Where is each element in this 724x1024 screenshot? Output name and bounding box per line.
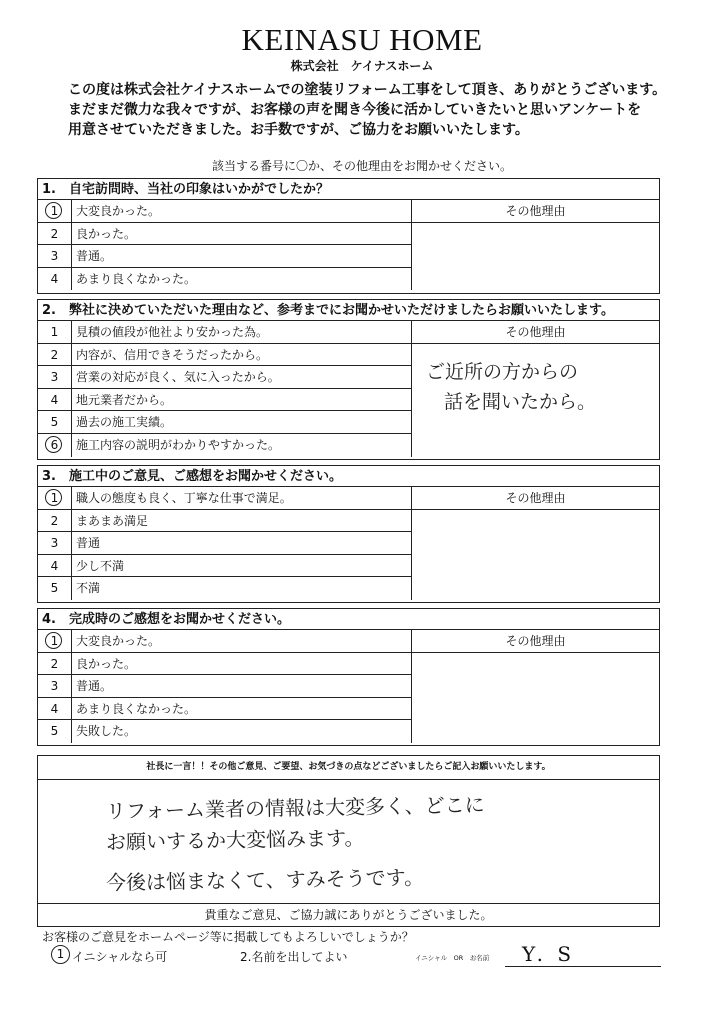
initials-label: イニシャル OR お名前 — [415, 954, 490, 962]
option-row[interactable] — [38, 321, 411, 344]
intro-line: この度は株式会社ケイナスホームでの塗装リフォーム工事をして頂き、ありがとうございます。 — [68, 82, 667, 98]
option-label: 大変良かった。 — [76, 204, 161, 218]
option-number: 3 — [38, 675, 72, 697]
option-label: 内容が、信用できそうだったから。 — [76, 347, 269, 362]
option-number: 3 — [38, 366, 72, 388]
option-row[interactable] — [38, 653, 411, 676]
option-label: 見積の値段が他社より安かった為。 — [76, 325, 269, 339]
survey-section-2 — [37, 299, 660, 460]
option-label: 普通。 — [76, 249, 113, 264]
section-title: 3. 施工中のご意見、ご感想をお聞かせください。 — [38, 466, 659, 487]
permission-question: お客様のご意見をホームページ等に掲載してもよろしいでしょうか？ — [42, 930, 414, 944]
option-row[interactable] — [38, 434, 411, 457]
option-row[interactable] — [38, 720, 411, 743]
handwritten-comment-line: リフォーム業者の情報は大変多く、どこに — [105, 792, 485, 824]
option-list — [38, 487, 412, 600]
option-row[interactable] — [38, 532, 411, 555]
option-number: 4 — [38, 555, 72, 577]
option-label: 営業の対応が良く、気に入ったから。 — [76, 370, 280, 385]
company-name: 株式会社 ケイナスホーム — [290, 59, 434, 73]
option-label: 過去の施工実績。 — [76, 415, 173, 430]
option-list — [38, 200, 412, 290]
option-number: 4 — [38, 389, 72, 411]
option-label: 少し不満 — [76, 558, 125, 573]
option-number: 5 — [38, 411, 72, 433]
option-row[interactable] — [38, 411, 411, 434]
option-number: 1 — [50, 491, 59, 505]
option-row[interactable] — [38, 630, 411, 653]
option-number: 1 — [38, 321, 72, 343]
other-reason-header: その他理由 — [412, 630, 659, 653]
permission-option-1-circle[interactable]: 1 — [51, 945, 70, 964]
option-number: 1 — [50, 204, 59, 218]
option-label: 良かった。 — [76, 656, 137, 671]
option-row[interactable] — [38, 366, 411, 389]
option-number: 3 — [38, 245, 72, 267]
other-reason-handwriting — [426, 357, 596, 417]
option-number: 5 — [38, 720, 72, 743]
selection-circle — [45, 436, 62, 453]
option-row[interactable] — [38, 487, 411, 510]
option-number: 6 — [50, 437, 59, 452]
handwritten-line: 話を聞いたから。 — [444, 391, 597, 413]
option-list — [38, 630, 412, 743]
option-number: 5 — [38, 577, 72, 600]
option-label: 施工内容の説明がわかりやすかった。 — [76, 437, 281, 452]
intro-text — [68, 80, 688, 140]
option-label: 良かった。 — [76, 226, 137, 241]
option-number: 4 — [38, 268, 72, 291]
option-row[interactable] — [38, 555, 411, 578]
initials-value: Y. S — [522, 942, 576, 966]
option-label: 失敗した。 — [76, 724, 137, 739]
option-label: あまり良くなかった。 — [76, 271, 197, 286]
option-label: 職人の態度も良く、丁寧な仕事で満足。 — [76, 491, 292, 505]
handwritten-line: ご近所の方からの — [426, 361, 579, 383]
instruction-text: 該当する番号に〇か、その他理由をお聞かせください。 — [211, 159, 512, 173]
section-title: 2. 弊社に決めていただいた理由など、参考までにお聞かせいただけましたらお願いいたします。 — [38, 300, 659, 321]
selection-circle — [45, 202, 62, 219]
other-reason-header: その他理由 — [412, 487, 659, 510]
survey-section-4 — [37, 608, 660, 746]
brand-title: KEINASU HOME — [241, 22, 483, 57]
option-row[interactable] — [38, 510, 411, 533]
option-label: 地元業者だから。 — [76, 392, 173, 407]
selection-circle — [45, 632, 62, 649]
survey-section-3 — [37, 465, 660, 603]
thanks-text: 貴重なご意見、ご協力誠にありがとうございました。 — [38, 903, 659, 926]
handwritten-comment-line: お願いするか大変悩みます。 — [105, 825, 365, 855]
option-row[interactable] — [38, 698, 411, 721]
option-label: あまり良くなかった。 — [76, 701, 197, 716]
option-label: 普通。 — [76, 679, 113, 694]
other-reason-header: その他理由 — [412, 321, 659, 344]
intro-line: まだまだ微力な我々ですが、お客様の声を聞き今後に活かしていきたいと思いアンケートを — [68, 102, 642, 118]
option-label: まあまあ満足 — [76, 513, 149, 528]
option-row[interactable] — [38, 675, 411, 698]
option-label: 不満 — [76, 581, 101, 596]
option-row[interactable] — [38, 223, 411, 246]
option-number: 2 — [38, 653, 72, 675]
section-title: 4. 完成時のご感想をお聞かせください。 — [38, 609, 659, 630]
other-reason-header: その他理由 — [412, 200, 659, 223]
initials-underline — [505, 966, 661, 967]
option-number: 4 — [38, 698, 72, 720]
option-list — [38, 321, 412, 457]
option-row[interactable] — [38, 200, 411, 223]
section-title: 1. 自宅訪問時、当社の印象はいかがでしたか？ — [38, 179, 659, 200]
permission-option-2[interactable]: 2.名前を出してよい — [240, 950, 348, 964]
ceo-comment-title: 社長に一言！！その他ご意見、ご要望、お気づきの点などございましたらご記入お願いいたします。 — [38, 756, 659, 780]
selection-circle — [45, 489, 62, 506]
option-number: 2 — [38, 223, 72, 245]
option-row[interactable] — [38, 245, 411, 268]
handwritten-comment-line: 今後は悩まなくて、すみそうです。 — [105, 865, 425, 895]
intro-line: 用意させていただきました。お手数ですが、ご協力をお願いいたします。 — [68, 122, 529, 138]
option-number: 1 — [50, 634, 59, 648]
permission-option-1[interactable]: イニシャルなら可 — [72, 950, 168, 964]
option-row[interactable] — [38, 389, 411, 412]
option-row[interactable] — [38, 577, 411, 600]
option-number: 2 — [38, 344, 72, 366]
ceo-comment-box — [37, 755, 660, 927]
option-number: 2 — [38, 510, 72, 532]
option-label: 普通 — [76, 536, 101, 551]
option-number: 3 — [38, 532, 72, 554]
option-row[interactable] — [38, 268, 411, 291]
option-row[interactable] — [38, 344, 411, 367]
option-label: 大変良かった。 — [76, 634, 161, 648]
survey-section-1 — [37, 178, 660, 294]
